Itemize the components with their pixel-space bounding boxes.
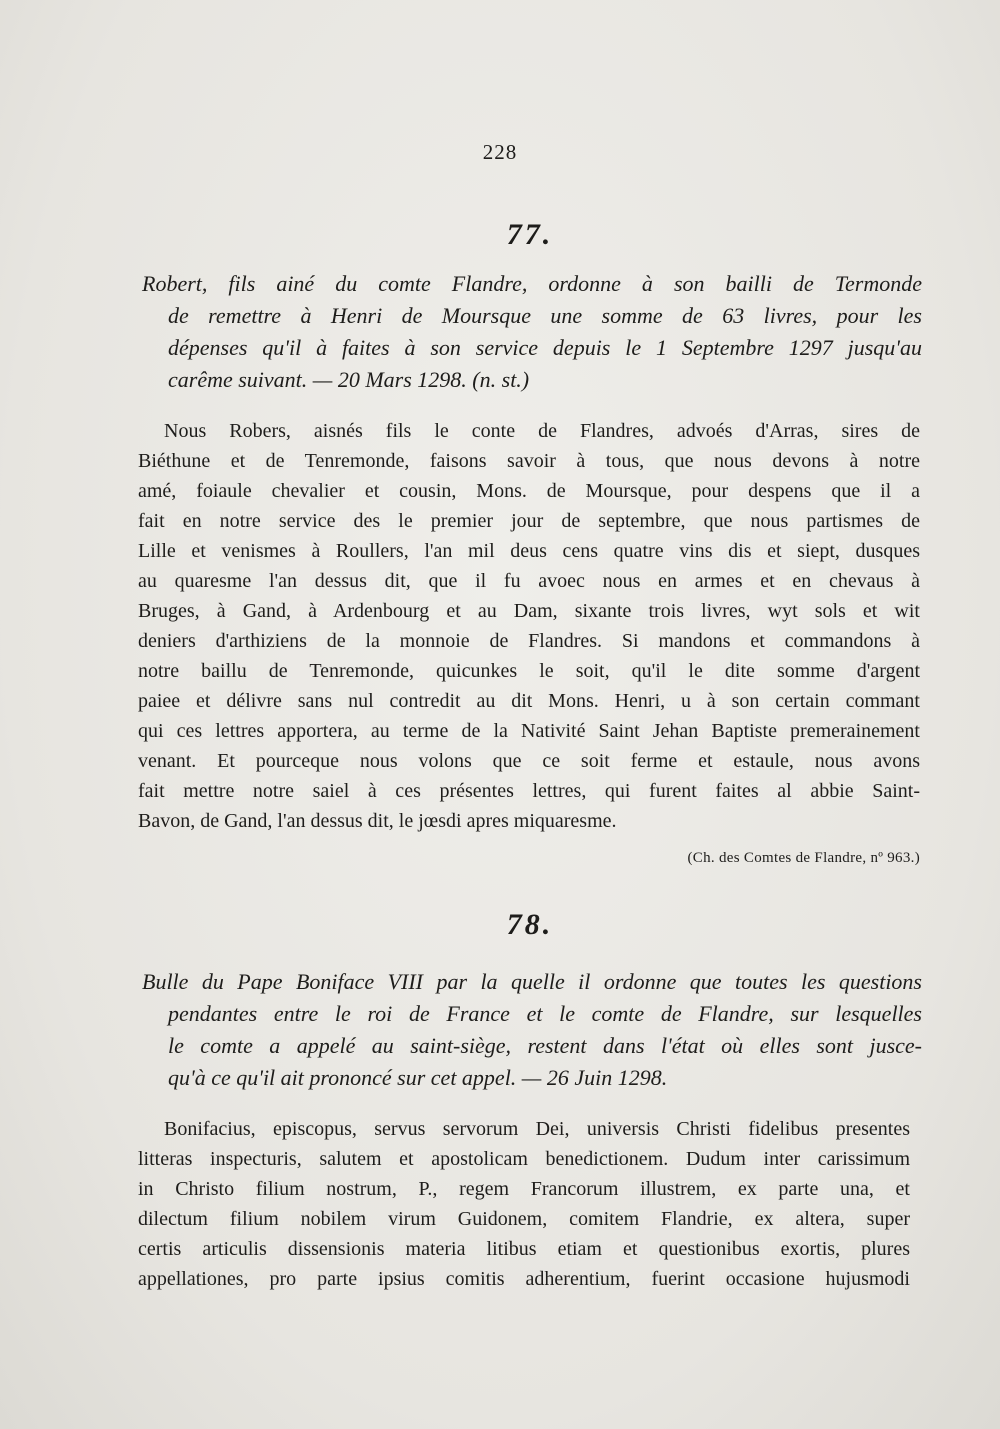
document-77-heading — [142, 268, 922, 396]
body-line: Bonifacius, episcopus, servus servorum Dei, universis Christi fidelibus presentes — [164, 1118, 910, 1140]
body-line: litteras inspecturis, salutem et apostolicam benedictionem. Dudum inter carissimum — [138, 1148, 910, 1170]
body-line: Bruges, à Gand, à Ardenbourg et au Dam, sixante trois livres, wyt sols et wit — [138, 600, 920, 622]
body-line: fait en notre service des le premier jour de septembre, que nous partismes de — [138, 510, 920, 532]
body-line: appellationes, pro parte ipsius comitis adherentium, fuerint occasione hujusmodi — [138, 1268, 910, 1290]
source-citation: (Ch. des Comtes de Flandre, nº 963.) — [687, 850, 920, 866]
heading-line: carême suivant. — 20 Mars 1298. (n. st.) — [168, 367, 530, 392]
heading-line: dépenses qu'il à faites à son service depuis le 1 Septembre 1297 jusqu'au — [168, 335, 922, 360]
body-line: Biéthune et de Tenremonde, faisons savoir à tous, que nous devons à notre — [138, 450, 920, 472]
body-line: venant. Et pourceque nous volons que ce soit ferme et estaule, nous avons — [138, 750, 920, 772]
body-line: Lille et venismes à Roullers, l'an mil deus cens quatre vins dis et siept, dusques — [138, 540, 920, 562]
body-line: deniers d'arthiziens de la monnoie de Flandres. Si mandons et commandons à — [138, 630, 920, 652]
document-77-body — [138, 416, 920, 836]
heading-line: de remettre à Henri de Moursque une somme de 63 livres, pour les — [168, 303, 922, 328]
body-line: notre baillu de Tenremonde, quicunkes le soit, qu'il le dite somme d'argent — [138, 660, 920, 682]
body-line: Bavon, de Gand, l'an dessus dit, le jœsdi apres miquaresme. — [138, 810, 617, 832]
body-line: certis articulis dissensionis materia litibus etiam et questionibus exortis, plures — [138, 1238, 910, 1260]
body-line: au quaresme l'an dessus dit, que il fu avoec nous en armes et en chevaus à — [138, 570, 920, 592]
body-line: paiee et délivre sans nul contredit au dit Mons. Henri, u à son certain commant — [138, 690, 920, 712]
body-line: qui ces lettres apportera, au terme de la Nativité Saint Jehan Baptiste premerainement — [138, 720, 920, 742]
body-line: in Christo filium nostrum, P., regem Francorum illustrem, ex parte una, et — [138, 1178, 910, 1200]
heading-line: qu'à ce qu'il ait prononcé sur cet appel. — 26 Juin 1298. — [168, 1065, 668, 1090]
heading-line: Bulle du Pape Boniface VIII par la quelle il ordonne que toutes les questions — [142, 969, 922, 994]
body-line: dilectum filium nobilem virum Guidonem, comitem Flandrie, ex altera, super — [138, 1208, 910, 1230]
heading-line: pendantes entre le roi de France et le comte de Flandre, sur lesquelles — [168, 1001, 922, 1026]
body-line: Nous Robers, aisnés fils le conte de Flandres, advoés d'Arras, sires de — [164, 420, 920, 442]
document-number-77: 77. — [506, 218, 554, 251]
document-78-heading — [142, 966, 922, 1094]
document-78-body — [138, 1114, 910, 1294]
page-number: 228 — [482, 140, 518, 164]
body-line: amé, foiaule chevalier et cousin, Mons. de Moursque, pour despens que il a — [138, 480, 920, 502]
document-number-78: 78. — [506, 908, 554, 941]
body-line: fait mettre notre saiel à ces présentes lettres, qui furent faites al abbie Saint- — [138, 780, 920, 802]
heading-line: Robert, fils ainé du comte Flandre, ordonne à son bailli de Termonde — [142, 271, 922, 296]
heading-line: le comte a appelé au saint-siège, restent dans l'état où elles sont jusce- — [168, 1033, 922, 1058]
